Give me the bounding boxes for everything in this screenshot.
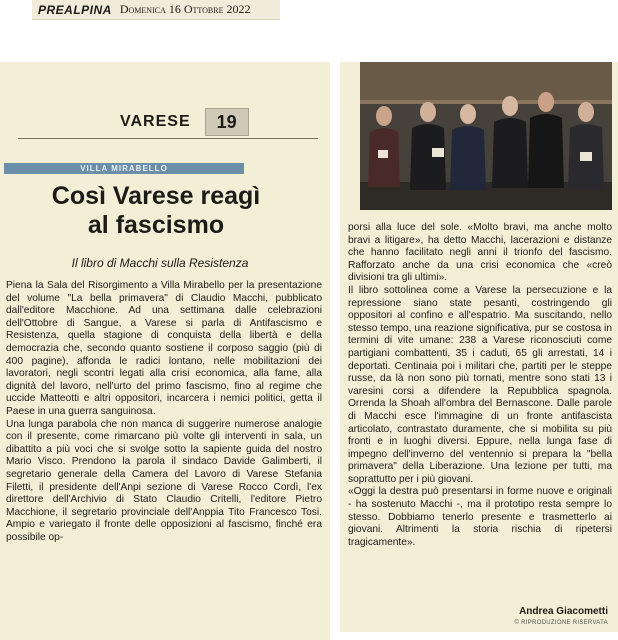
right-body-text	[348, 222, 612, 549]
newspaper-logo: PREALPINA	[38, 2, 112, 17]
left-body-text	[6, 280, 322, 544]
group-photo-illustration	[360, 62, 612, 210]
event-photo	[360, 62, 612, 210]
article-subtitle: Il libro di Macchi sulla Resistenza	[71, 256, 249, 270]
paragraph: porsi alla luce del sole. «Molto bravi, ma anche molto bravi a litigare», ha detto Macchi, lacerazioni e distanze che hanno facilitato negli anni il trionfo del fascismo. Rafforzato anche da una crisi economica che «creò divisioni tra gli ultimi».	[348, 222, 612, 284]
section-header	[120, 108, 249, 136]
page-number: 19	[205, 108, 249, 136]
issue-date: Domenica 16 Ottobre 2022	[119, 2, 251, 16]
section-divider	[18, 138, 318, 139]
title-line-2: al fascismo	[87, 211, 225, 239]
copyright-notice: © RIPRODUZIONE RISERVATA	[514, 620, 608, 626]
newspaper-header-strip	[32, 0, 280, 20]
paragraph: «Oggi la destra può presentarsi in forme nuove e originali - ha sostenuto Macchi -, ma il prototipo resta sempre lo stesso. Dobbiamo tenerlo presente e trasmetterlo ai giovani. Altrimenti la storia rischia di ripetersi tragicamente».	[348, 486, 612, 548]
section-name: VARESE	[120, 113, 191, 130]
right-column-clipping	[340, 62, 618, 632]
paragraph: Una lunga parabola che non manca di suggerire numerose analogie con il presente, come rimarcano più volte gli interventi in sala, un dibattito a più voci che si svolge sotto la sapiente guida del nostro Mario Visco. Prendono la parola il sindaco Davide Galimberti, il segretario generale della Camera del Lavoro di Varese Stefania Filetti, il presidente dell'Anpi sezione di Varese Rocco Cordì, l'ex direttore dell'Archivio di Stato Claudio Critelli, l'editore Pietro Macchione, il segretario provinciale dell'Anppia Tito Francesco Tosi. Ampio e variegato il fronte delle opposizioni al fascismo, finché era possibile op-	[6, 418, 322, 543]
article-kicker: VILLA MIRABELLO	[4, 163, 244, 174]
paragraph: Il libro sottolinea come a Varese la persecuzione e la repressione siano state pesanti, costringendo gli oppositori al confino e all'espatrio. Ma suscitando, nello stesso tempo, una reazione significativa, pur se costosa in termini di vite umane: 238 a Varese riconosciuti come partigiani combattenti, 35 i caduti, 65 gli arrestati, 14 i deportati. Centinaia poi i militari che, partiti per le steppe russe, da là non sono più tornati, mentre sono stati 13 i varesini corsi a difendere la Repubblica spagnola. Orrenda la Shoah all'ombra del Bernascone. Dalle parole di Macchi esce l'immagine di un fronte antifascista articolato, contrastato duramente, che si mobilita su più fronti e in luoghi diversi. Eppure, nella lunga fase di impegno dell'inverno del ventennio si prepara la "bella primavera" della Liberazione. Una lezione per tutti, ma soprattutto per i più giovani.	[348, 284, 612, 485]
article-author: Andrea Giacometti	[519, 606, 608, 617]
paragraph: Piena la Sala del Risorgimento a Villa Mirabello per la presentazione del volume "La bella primavera" di Claudio Macchi, pubblicato dall'editore Macchione. Ad una settimana dalle celebrazioni dell'Ottobre di Sangue, a Varese si parla di Antifascismo e Resistenza, quella stagione di conquista della libertà e della democrazia che, secondo quanto sostiene il corposo saggio (più di 400 pagine), affonda le radici lontano, nelle mobilitazioni dei lavoratori, negli scontri legati alla crisi economica, alla fame, alla dignità del lavoro, nell'urto del primo fascismo, fino al regime che uccide Matteotti e altri oppositori, incarcera i nemici politici, getta il Paese in una guerra sanguinosa.	[6, 280, 322, 417]
title-line-1: Così Varese reagì	[51, 182, 261, 210]
left-column-clipping	[0, 62, 330, 640]
article-title	[6, 182, 306, 240]
